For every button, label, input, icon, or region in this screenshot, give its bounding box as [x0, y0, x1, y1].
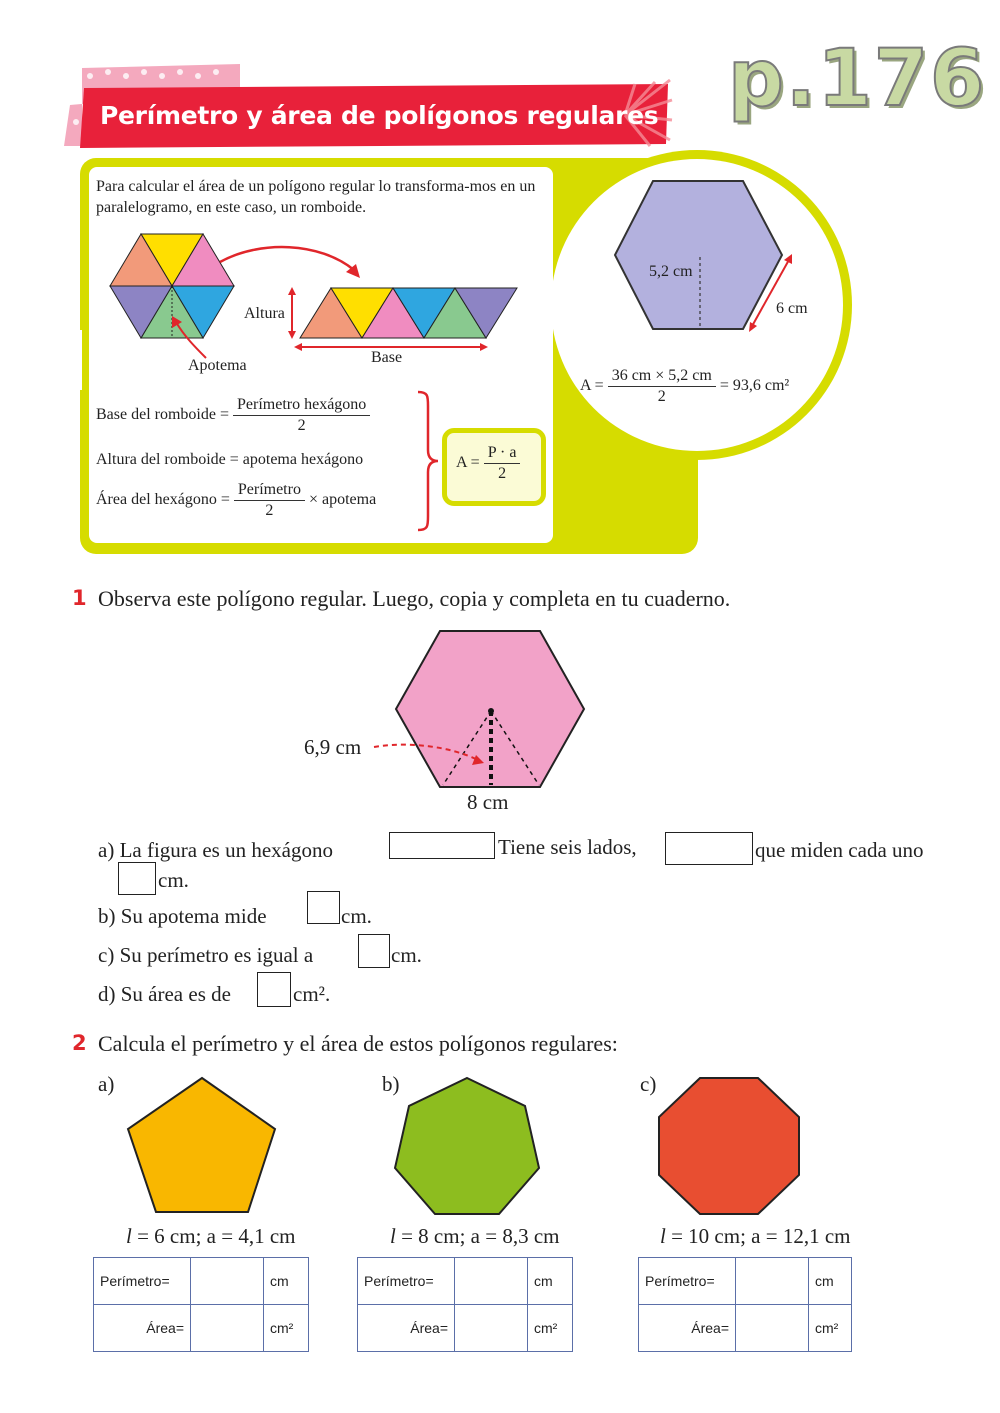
answer-a-sides[interactable] — [665, 832, 753, 865]
question-d-part2: cm². — [293, 982, 331, 1006]
area-label: Área= — [639, 1305, 736, 1352]
perimetro-unit: cm — [264, 1258, 309, 1305]
answer-a-length[interactable] — [118, 862, 156, 895]
summary-formula: A = $\frac{P \cdot a}{2}$ — [456, 443, 520, 484]
exercise-1-number: 1 — [72, 586, 87, 610]
transform-arrow — [210, 240, 370, 285]
perimetro-label: Perímetro= — [94, 1258, 191, 1305]
perimetro-answer-cell[interactable] — [736, 1258, 809, 1305]
perimetro-answer-cell[interactable] — [191, 1258, 264, 1305]
question-c-part1: c) Su perímetro es igual a — [98, 943, 314, 967]
polygon-a-letter: a) — [98, 1072, 115, 1096]
exercise-1-instruction: Observa este polígono regular. Luego, copia y completa en tu cuaderno. — [98, 586, 731, 611]
perimetro-label: Perímetro= — [639, 1258, 736, 1305]
info-intro-text: Para calcular el área de un polígono regular lo transforma-mos en un paralelogramo, en este caso, un romboide. — [96, 178, 536, 216]
label-apotema: Apotema — [188, 357, 247, 374]
octagon-shape — [655, 1075, 803, 1217]
polygon-a-label: l = 6 cm; a = 4,1 cm — [126, 1224, 296, 1248]
question-b-part2: cm. — [341, 904, 372, 928]
polygon-b-label: l = 8 cm; a = 8,3 cm — [390, 1224, 560, 1248]
answer-c-perimetro[interactable] — [358, 934, 390, 968]
perimetro-label: Perímetro= — [358, 1258, 455, 1305]
question-a-part1: a) La figura es un hexágono — [98, 838, 333, 862]
formula-altura: Altura del romboide = apotema hexágono — [96, 451, 364, 468]
formula-base: Base del romboide = $\frac{\text{Perímetro hexágono}}{2}$ — [96, 395, 370, 436]
example-area-formula: A = $\frac{36 cm \times 5,2 cm}{2}$ = 93,6 cm² — [580, 367, 790, 405]
area-unit: cm² — [528, 1305, 573, 1352]
polygon-c-answer-table — [638, 1257, 852, 1352]
page-title: Perímetro y área de polígonos regulares — [100, 101, 659, 130]
perimetro-answer-cell[interactable] — [455, 1258, 528, 1305]
polygon-b-answer-table — [357, 1257, 573, 1352]
example-side-label: 6 cm — [776, 300, 808, 317]
exercise-1-apotema-label: 6,9 cm — [304, 735, 362, 759]
exercise-1-side-label: 8 cm — [467, 790, 509, 814]
polygon-c-letter: c) — [640, 1072, 657, 1096]
page-reference: p.176 — [728, 34, 987, 124]
answer-a-type[interactable] — [389, 832, 495, 859]
exercise-2-instruction: Calcula el perímetro y el área de estos polígonos regulares: — [98, 1031, 618, 1056]
question-c-part2: cm. — [391, 943, 422, 967]
area-answer-cell[interactable] — [736, 1305, 809, 1352]
area-answer-cell[interactable] — [455, 1305, 528, 1352]
area-unit: cm² — [264, 1305, 309, 1352]
example-apotema-label: 5,2 cm — [649, 263, 693, 280]
rhomboid-strip — [286, 286, 526, 362]
question-a-part4: cm. — [158, 868, 189, 892]
perimetro-unit: cm — [809, 1258, 852, 1305]
question-d-part1: d) Su área es de — [98, 982, 231, 1006]
formula-brace — [414, 390, 444, 532]
question-a-part2: Tiene seis lados, — [498, 835, 637, 859]
polygon-c-label: l = 10 cm; a = 12,1 cm — [660, 1224, 851, 1248]
area-label: Área= — [94, 1305, 191, 1352]
pentagon-shape — [124, 1075, 280, 1217]
question-a-part3: que miden cada uno — [755, 838, 924, 862]
exercise-1-apotema-arrow — [370, 735, 495, 775]
area-label: Área= — [358, 1305, 455, 1352]
area-answer-cell[interactable] — [191, 1305, 264, 1352]
area-unit: cm² — [809, 1305, 852, 1352]
label-altura: Altura — [244, 305, 285, 322]
label-base: Base — [371, 349, 403, 366]
question-b-part1: b) Su apotema mide — [98, 904, 267, 928]
exercise-2-number: 2 — [72, 1031, 87, 1055]
heptagon-shape — [390, 1075, 544, 1217]
polygon-a-answer-table — [93, 1257, 309, 1352]
answer-b-apotema[interactable] — [307, 891, 340, 924]
answer-d-area[interactable] — [257, 972, 291, 1007]
formula-area: Área del hexágono = $\frac{\text{Perímetro}}{2}$ × apotema — [96, 481, 377, 519]
apotema-arrow — [166, 312, 216, 362]
perimetro-unit: cm — [528, 1258, 573, 1305]
polygon-b-letter: b) — [382, 1072, 400, 1096]
